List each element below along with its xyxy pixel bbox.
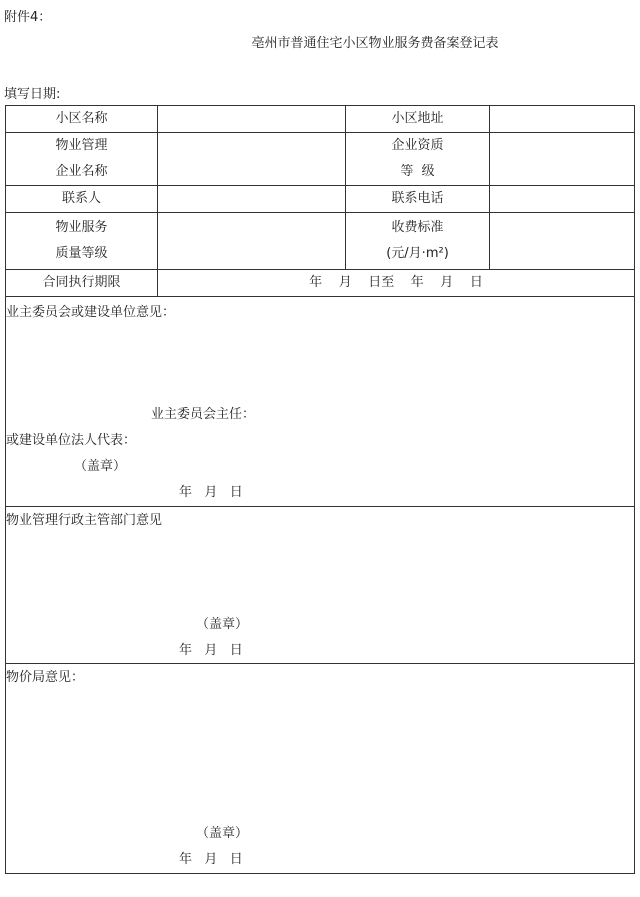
registration-form-table: [5, 105, 635, 874]
pm-company-label-line1: 物业管理: [55, 138, 108, 153]
fee-standard-field[interactable]: [490, 213, 635, 270]
pm-company-field[interactable]: [158, 133, 346, 186]
qualification-label-line2: 等 级: [400, 164, 435, 179]
pm-company-label: [6, 133, 158, 186]
service-quality-label: [6, 213, 158, 270]
contact-phone-label: 联系电话: [346, 186, 490, 213]
admin-seal-label: （盖章）: [196, 617, 249, 632]
page-title: 亳州市普通住宅小区物业服务费备案登记表: [251, 36, 499, 51]
pm-company-label-line2: 企业名称: [55, 164, 108, 179]
fee-standard-label-line2: (元/月·m²): [386, 246, 449, 261]
contact-person-field[interactable]: [158, 186, 346, 213]
community-address-label: 小区地址: [346, 106, 490, 133]
fee-standard-label: [346, 213, 490, 270]
price-opinion-heading: 物价局意见：: [6, 670, 85, 685]
service-quality-label-line1: 物业服务: [55, 220, 108, 235]
community-name-label: 小区名称: [6, 106, 158, 133]
owners-date-label: 年 月 日: [179, 485, 243, 500]
community-address-field[interactable]: [490, 106, 635, 133]
attachment-label: 附件4：: [4, 10, 52, 25]
price-date-label: 年 月 日: [179, 852, 243, 867]
service-quality-field[interactable]: [158, 213, 346, 270]
qualification-label-line1: 企业资质: [391, 138, 444, 153]
contact-person-label: 联系人: [6, 186, 158, 213]
price-seal-label: （盖章）: [196, 826, 249, 841]
price-bureau-opinion-box[interactable]: [6, 664, 635, 874]
fee-standard-label-line1: 收费标准: [391, 220, 444, 235]
legal-representative-label: 或建设单位法人代表：: [6, 433, 137, 448]
fill-date-label: 填写日期:: [4, 87, 61, 102]
contract-period-label: 合同执行期限: [6, 270, 158, 297]
admin-opinion-heading: 物业管理行政主管部门意见: [6, 513, 163, 528]
admin-date-label: 年 月 日: [179, 643, 243, 658]
owners-committee-chair-label: 业主委员会主任：: [151, 407, 256, 422]
owners-seal-label: （盖章）: [74, 459, 127, 474]
qualification-label: [346, 133, 490, 186]
owners-opinion-heading: 业主委员会或建设单位意见：: [6, 305, 176, 320]
contact-phone-field[interactable]: [490, 186, 635, 213]
qualification-field[interactable]: [490, 133, 635, 186]
community-name-field[interactable]: [158, 106, 346, 133]
service-quality-label-line2: 质量等级: [55, 246, 108, 261]
owners-committee-opinion-box[interactable]: [6, 297, 635, 507]
contract-period-dates[interactable]: 年 月 日至 年 月 日: [158, 270, 635, 297]
admin-department-opinion-box[interactable]: [6, 507, 635, 664]
